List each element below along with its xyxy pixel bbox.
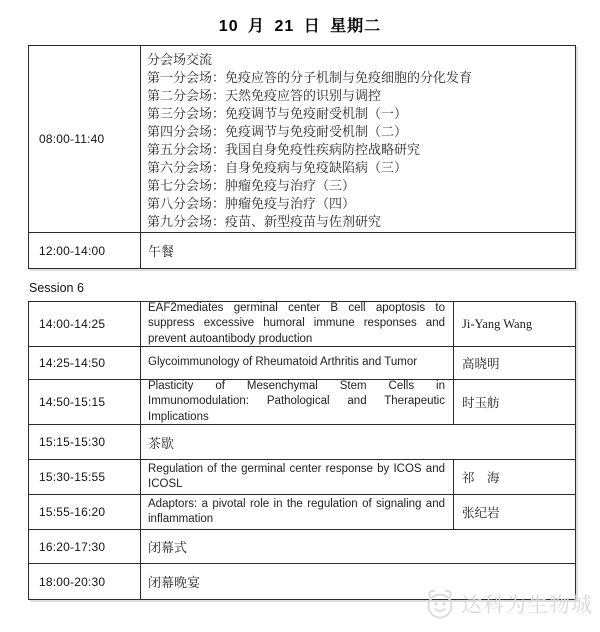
talk-title-cell bbox=[141, 460, 454, 494]
time-cell: 15:15-15:30 bbox=[29, 425, 141, 459]
time-cell: 14:25-14:50 bbox=[29, 347, 141, 379]
session-line: 分会场交流 bbox=[147, 52, 213, 67]
session-line: 第八分会场：肿瘤免疫与治疗（四） bbox=[147, 196, 356, 211]
time-cell: 12:00-14:00 bbox=[29, 233, 141, 268]
watermark-text: 达科为生物城 bbox=[461, 593, 593, 617]
lunch-cell: 午餐 bbox=[148, 244, 175, 259]
time-cell: 16:20-17:30 bbox=[29, 530, 141, 563]
time-cell: 08:00-11:40 bbox=[29, 46, 141, 232]
session-line: 第一分会场：免疫应答的分子机制与免疫细胞的分化发育 bbox=[147, 70, 473, 85]
talk-title-cell bbox=[141, 495, 454, 529]
talk-title: Glycoimmunology of Rheumatoid Arthritis and Tumor bbox=[148, 356, 418, 369]
speaker-cell: Ji-Yang Wang bbox=[462, 316, 533, 331]
table-row bbox=[29, 380, 575, 425]
table-row bbox=[29, 347, 575, 380]
page-title: 10 月 21 日 星期二 bbox=[218, 18, 382, 35]
time-cell: 14:50-15:15 bbox=[29, 380, 141, 424]
talk-title: Regulation of the germinal center response by ICOS and ICOSL bbox=[148, 462, 445, 490]
time-cell: 14:00-14:25 bbox=[29, 302, 141, 346]
session-line: 第六分会场：自身免疫病与免疫缺陷病（三） bbox=[147, 160, 408, 175]
session-line: 第三分会场：免疫调节与免疫耐受机制（一） bbox=[147, 106, 408, 121]
talk-title-cell bbox=[141, 347, 454, 379]
session-line: 第九分会场：疫苗、新型疫苗与佐剂研究 bbox=[147, 214, 382, 229]
speaker-cell: 祁 海 bbox=[462, 471, 500, 485]
time-cell: 15:55-16:20 bbox=[29, 495, 141, 529]
talk-title: Plasticity of Mesenchymal Stem Cells in Immunomodulation: Pathological and Therapeutic Implications bbox=[148, 379, 445, 423]
session-label: Session 6 bbox=[29, 281, 84, 295]
speaker-cell: 时玉舫 bbox=[462, 396, 500, 410]
session-line: 第二分会场：天然免疫应答的识别与调控 bbox=[147, 88, 382, 103]
session-line: 第五分会场：我国自身免疫性疾病防控战略研究 bbox=[147, 142, 421, 157]
table-row bbox=[29, 495, 575, 530]
session-line: 第四分会场：免疫调节与免疫耐受机制（二） bbox=[147, 124, 408, 139]
table-row bbox=[29, 425, 575, 460]
closing-ceremony-cell: 闭幕式 bbox=[148, 540, 188, 555]
talk-title: EAF2mediates germinal center B cell apoptosis to suppress excessive humoral immune responses and prevent autoantibody production bbox=[148, 301, 445, 345]
table-row bbox=[29, 530, 575, 564]
tea-break-cell: 茶歇 bbox=[148, 435, 175, 451]
table-row bbox=[29, 233, 575, 268]
talk-title-cell bbox=[141, 380, 454, 424]
parallel-sessions-cell bbox=[141, 46, 575, 232]
speaker-cell: 张纪岩 bbox=[462, 506, 500, 520]
table-row bbox=[29, 46, 575, 233]
time-cell: 18:00-20:30 bbox=[29, 564, 141, 599]
speaker-cell: 高晓明 bbox=[462, 357, 500, 371]
session-line: 第七分会场：肿瘤免疫与治疗（三） bbox=[147, 178, 356, 193]
table-row bbox=[29, 460, 575, 495]
table-row bbox=[29, 564, 575, 599]
closing-banquet-cell: 闭幕晚宴 bbox=[148, 575, 201, 590]
session6-schedule-table bbox=[28, 301, 576, 600]
talk-title-cell bbox=[141, 302, 454, 346]
talk-title: Adaptors: a pivotal role in the regulation of signaling and inflammation bbox=[148, 497, 445, 525]
table-row bbox=[29, 302, 575, 347]
morning-schedule-table bbox=[28, 45, 576, 269]
time-cell: 15:30-15:55 bbox=[29, 460, 141, 494]
